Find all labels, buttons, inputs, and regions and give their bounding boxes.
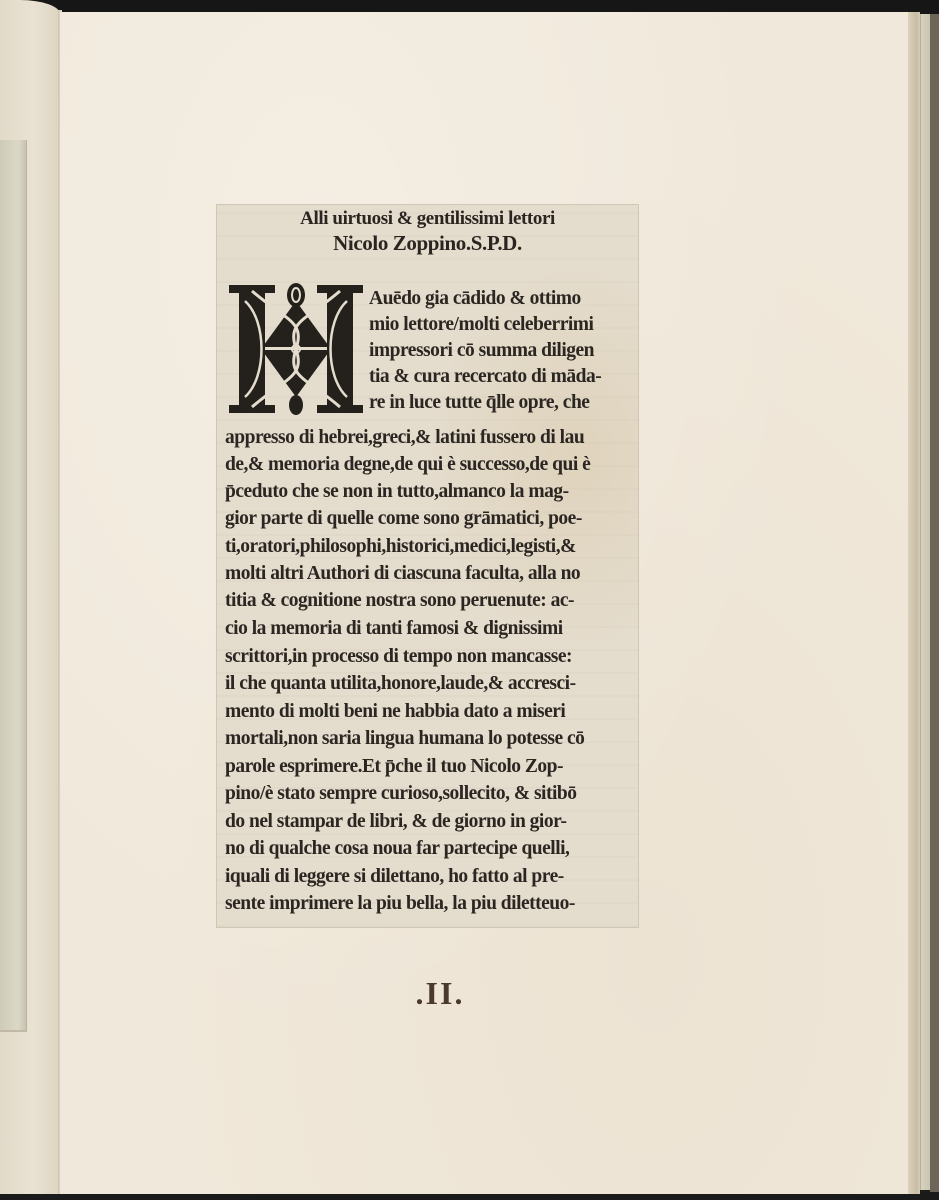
page-fore-edge [908, 12, 920, 1194]
text-line: p̄ceduto che se non in tutto,almanco la mag- [225, 481, 569, 502]
text-line: re in luce tutte q̄lle opre, che [369, 392, 590, 413]
body-text [217, 205, 638, 927]
text-line: ti,oratori,philosophi,historici,medici,legisti,& [225, 536, 576, 557]
text-line: do nel stampar de libri, & de giorno in gior- [225, 811, 567, 832]
left-page-inset-tab [0, 140, 27, 1032]
text-line: mio lettore/molti celeberrimi [369, 314, 594, 335]
text-line: appresso di hebrei,greci,& latini fussero di lau [225, 427, 585, 448]
text-line: titia & cognitione nostra sono peruenute: ac- [225, 590, 575, 611]
text-line: impressori cō summa diligen [369, 340, 595, 361]
text-line: parole esprimere.Et p̄che il tuo Nicolo Zop- [225, 756, 563, 777]
text-line: no di qualche cosa noua far partecipe quelli, [225, 838, 570, 859]
text-line: molti altri Authori di ciascuna faculta, alla no [225, 563, 581, 584]
text-line: mento di molti beni ne habbia dato a miseri [225, 701, 566, 722]
folio-number: .II. [415, 975, 465, 1011]
bottom-background [0, 1194, 939, 1200]
text-line: tia & cura recercato di māda- [369, 366, 602, 387]
text-line: cio la memoria di tanti famosi & dignissimi [225, 618, 563, 639]
text-line: Auēdo gia cādido & ottimo [369, 288, 581, 309]
text-line: scrittori,in processo di tempo non mancasse: [225, 646, 573, 667]
heading-line-1: Alli uirtuosi & gentilissimi lettori [300, 208, 555, 229]
book-cover-edge [930, 14, 939, 1192]
text-line: de,& memoria degne,de qui è successo,de qui è [225, 454, 591, 475]
heading-line-2: Nicolo Zoppino.S.P.D. [333, 231, 522, 255]
text-line: sente imprimere la piu bella, la piu diletteuo- [225, 893, 575, 914]
text-line: mortali,non saria lingua humana lo potesse cō [225, 728, 585, 749]
text-line: iquali di leggere si dilettano, ho fatto al pre- [225, 866, 564, 887]
printed-leaf [217, 205, 638, 927]
text-line: gior parte di quelle come sono grāmatici, poe- [225, 508, 582, 529]
text-line: il che quanta utilita,honore,laude,& accresci- [225, 673, 576, 694]
text-line: pino/è stato sempre curioso,sollecito, & sitibō [225, 783, 577, 804]
